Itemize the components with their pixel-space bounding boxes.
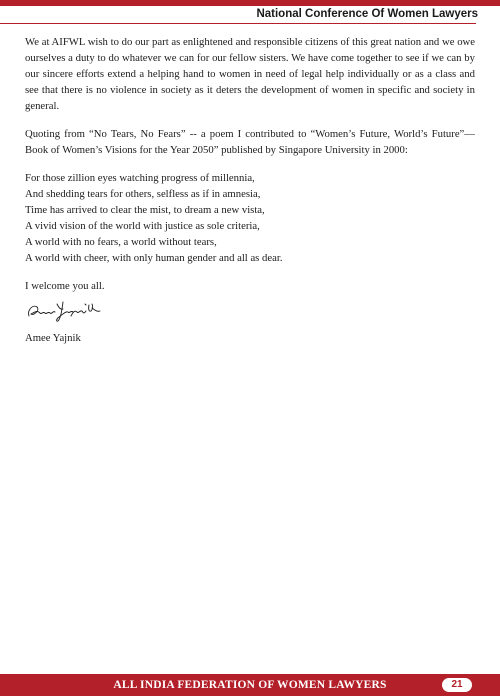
poem-line: A vivid vision of the world with justice as sole criteria, bbox=[25, 220, 260, 232]
poem-block bbox=[25, 170, 475, 266]
paragraph-quote: Quoting from “No Tears, No Fears” -- a poem I contributed to “Women’s Future, World’s Future”—Book of Women’s Visions for the Year 2050” published by Singapore University in 2000: bbox=[25, 128, 475, 156]
header-divider bbox=[0, 23, 476, 24]
letter-body bbox=[25, 34, 475, 346]
poem-line: A world with cheer, with only human gender and all as dear. bbox=[25, 252, 283, 264]
top-red-rule bbox=[0, 0, 500, 6]
footer-bar bbox=[0, 674, 500, 696]
footer-title: ALL INDIA FEDERATION OF WOMEN LAWYERS bbox=[113, 679, 387, 691]
header-title: National Conference Of Women Lawyers bbox=[256, 8, 478, 20]
poem-line: Time has arrived to clear the mist, to dream a new vista, bbox=[25, 204, 265, 216]
author-name: Amee Yajnik bbox=[25, 332, 81, 344]
poem-line: And shedding tears for others, selfless as if in amnesia, bbox=[25, 188, 261, 200]
poem-line: For those zillion eyes watching progress of millennia, bbox=[25, 172, 255, 184]
signature-image bbox=[25, 298, 105, 324]
poem-line: A world with no fears, a world without tears, bbox=[25, 236, 217, 248]
paragraph-intro: We at AIFWL wish to do our part as enlightened and responsible citizens of this great nation and we owe ourselves a duty to do whatever we can for our fellow sisters. We have come together to see if we can by our sincere efforts extend a helping hand to women in need of legal help individually or as a class and see that there is no violence in society as it deters the development of women in specific and society in general. bbox=[25, 36, 475, 112]
closing-line: I welcome you all. bbox=[25, 280, 105, 292]
page-number-badge: 21 bbox=[442, 678, 472, 692]
